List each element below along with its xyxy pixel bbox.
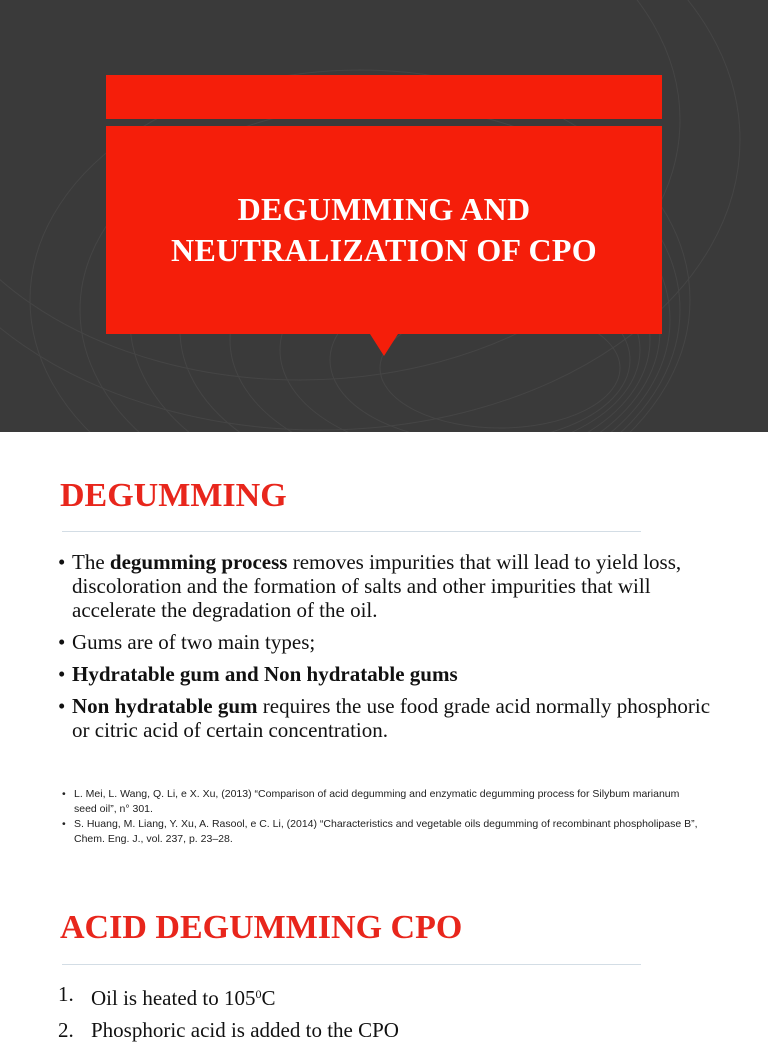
degumming-slide: [0, 432, 768, 864]
title-accent-bar: [106, 75, 662, 119]
step-text: Oil is heated to $105^0C$: [91, 986, 276, 1010]
bullet-bold-text: Hydratable gum and Non hydratable gums: [72, 662, 458, 686]
bullet-text: Gums are of two main types;: [72, 630, 316, 654]
step-item: [58, 1018, 399, 1042]
section-heading: ACID DEGUMMING CPO: [60, 909, 463, 946]
bullet-bold-text: degumming process: [109, 550, 288, 574]
reference-item: • L. Mei, L. Wang, Q. Li, e X. Xu, (2013) “Comparison of acid degumming and enzymatic degumming process for Silybum marianum seed oil”, n° 301.: [62, 787, 702, 817]
title-slide: [0, 0, 768, 432]
bullet-item: [58, 662, 718, 686]
heading-divider: [62, 964, 641, 965]
acid-degumming-slide: [0, 864, 768, 1042]
bullet-text: The: [72, 550, 110, 574]
reference-item: • S. Huang, M. Liang, Y. Xu, A. Rasool, e C. Li, (2014) “Characteristics and vegetable oils degumming of recombinant phospholipase B”, Chem. Eng. J., vol. 237, p. 23–28.: [62, 817, 702, 847]
heading-divider: [62, 531, 641, 532]
step-list: [58, 982, 399, 1050]
bullet-item: [58, 630, 718, 654]
slide-title-line-1: DEGUMMING AND: [237, 191, 531, 227]
reference-list: [62, 787, 702, 847]
slide-title: [171, 189, 597, 271]
bullet-item: [58, 694, 718, 742]
bullet-bold-text: Non hydratable gum: [72, 694, 258, 718]
step-text: Phosphoric acid is added to the CPO: [91, 1018, 399, 1042]
bullet-text: removes impurities that will lead to yield loss, discoloration and the formation of salts and other impurities that will accelerate the degradation of the oil.: [72, 550, 682, 622]
step-number: 1.: [58, 982, 74, 1006]
section-heading: DEGUMMING: [60, 477, 287, 514]
title-box-pointer: [370, 334, 398, 356]
bullet-item: [58, 550, 718, 622]
bullet-list: [58, 550, 718, 750]
bullet-text: requires the use food grade acid normally phosphoric or citric acid of certain concentration.: [72, 694, 711, 742]
step-item: [58, 982, 399, 1010]
slide-title-line-2: NEUTRALIZATION OF CPO: [171, 232, 597, 268]
title-box: [106, 126, 662, 334]
step-number: 2.: [58, 1018, 74, 1042]
